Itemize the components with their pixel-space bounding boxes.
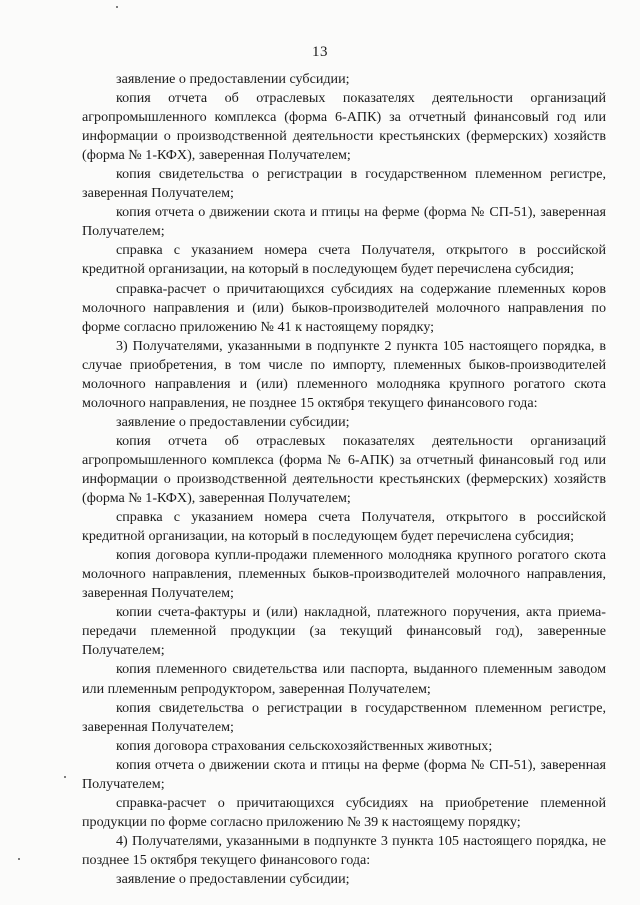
scan-speck <box>64 776 66 778</box>
document-body <box>82 70 606 889</box>
paragraph: копия отчета о движении скота и птицы на ферме (форма № СП-51), заверенная Получателем; <box>82 204 606 240</box>
scan-speck <box>116 6 118 8</box>
page-number: 13 <box>312 44 328 60</box>
paragraph: справка-расчет о причитающихся субсидиях на приобретение племенной продукции по форме согласно приложению № 39 к настоящему порядку; <box>82 794 606 830</box>
paragraph: копия отчета об отраслевых показателях деятельности организаций агропромышленного комплекса (форма 6-АПК) за отчетный финансовый год или информации о производственной деятельности крестьянских (фермерских) хозяйств (форма № 1-КФХ), заверенная Получателем; <box>82 90 606 164</box>
paragraph: 3) Получателями, указанными в подпункте 2 пункта 105 настоящего порядка, в случае приобретения, в том числе по импорту, племенных быков-производителей молочного направления и (или) племенного молодняка крупного рогатого скота молочного направления, не позднее 15 октября текущего финансового года: <box>82 337 606 411</box>
paragraph: справка-расчет о причитающихся субсидиях на содержание племенных коров молочного направления и (или) быков-производителей молочного направления по форме согласно приложению № 41 к настоящему порядку; <box>82 280 606 335</box>
paragraph: заявление о предоставлении субсидии; <box>116 71 350 87</box>
paragraph: копия племенного свидетельства или паспорта, выданного племенным заводом или племенным репродуктором, заверенная Получателем; <box>82 661 606 697</box>
paragraph: справка с указанием номера счета Получателя, открытого в российской кредитной организации, на который в последующем будет перечислена субсидия; <box>82 242 606 278</box>
paragraph: заявление о предоставлении субсидии; <box>116 870 350 887</box>
paragraph: справка с указанием номера счета Получателя, открытого в российской кредитной организации, на который в последующем будет перечислена субсидия; <box>82 509 606 545</box>
paragraph: копии счета-фактуры и (или) накладной, платежного поручения, акта приема-передачи племенной продукции (за текущий финансовый год), заверенные Получателем; <box>82 604 606 659</box>
paragraph: копия отчета о движении скота и птицы на ферме (форма № СП-51), заверенная Получателем; <box>82 756 606 792</box>
paragraph: 4) Получателями, указанными в подпункте 3 пункта 105 настоящего порядка, не позднее 15 октября текущего финансового года: <box>82 832 606 868</box>
paragraph: копия свидетельства о регистрации в государственном племенном регистре, заверенная Получателем; <box>82 166 606 202</box>
paragraph: копия свидетельства о регистрации в государственном племенном регистре, заверенная Получателем; <box>82 699 606 735</box>
scan-speck <box>18 858 20 860</box>
paragraph: копия отчета об отраслевых показателях деятельности организаций агропромышленного комплекса (форма № 6-АПК) за отчетный финансовый год или информации о производственной деятельности крестьянских (фермерских) хозяйств (форма № 1-КФХ), заверенная Получателем; <box>82 432 606 507</box>
paragraph: заявление о предоставлении субсидии; <box>116 413 350 430</box>
paragraph: копия договора купли-продажи племенного молодняка крупного рогатого скота молочного направления, племенных быков-производителей молочного направления, заверенная Получателем; <box>82 547 606 602</box>
paragraph: копия договора страхования сельскохозяйственных животных; <box>116 737 493 754</box>
